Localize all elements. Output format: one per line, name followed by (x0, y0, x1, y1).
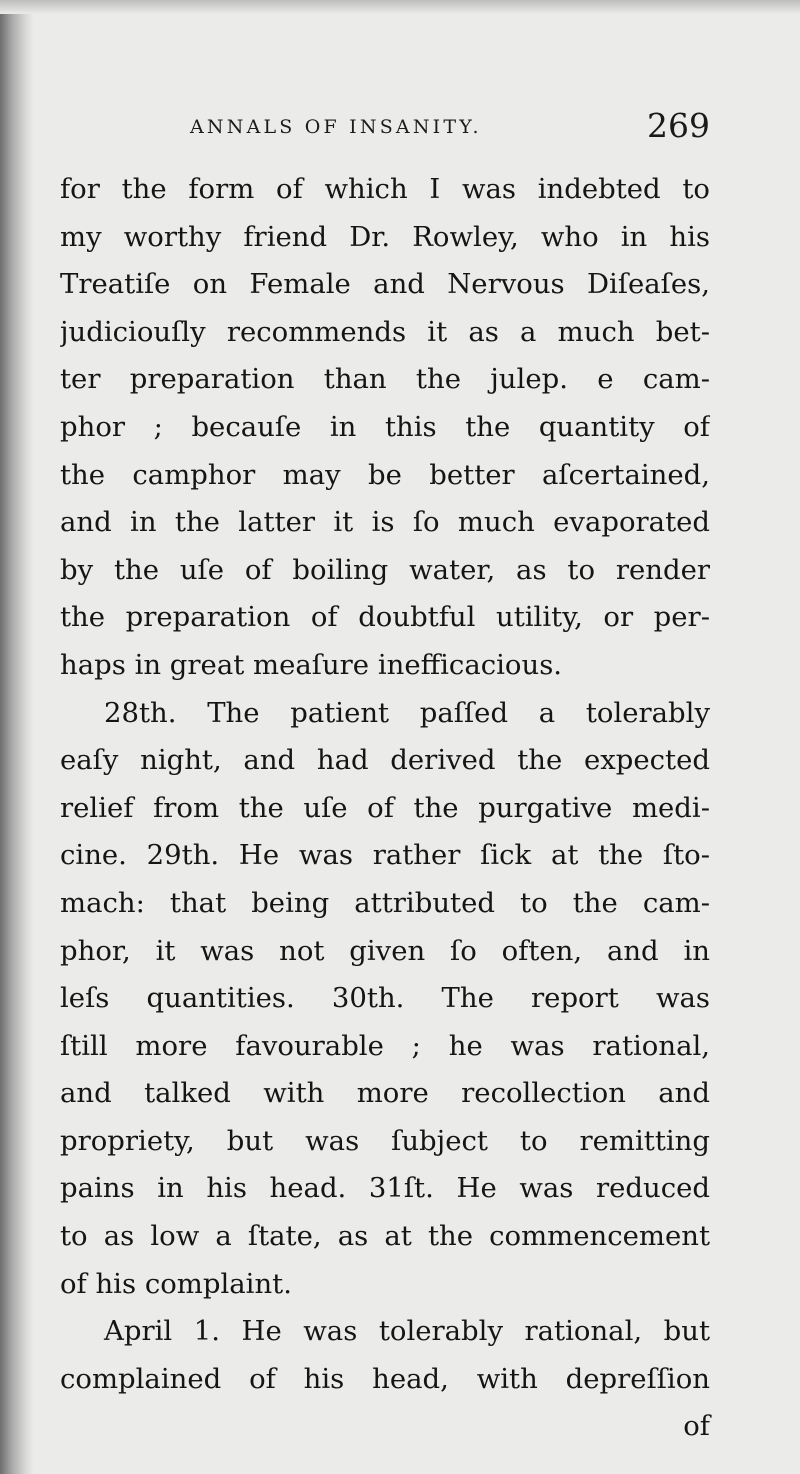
spine-shadow (0, 0, 34, 1474)
text-line: by the uſe of boiling water, as to render (60, 553, 710, 586)
text-line: relief from the uſe of the purgative medi- (60, 791, 710, 824)
text-line: complained of his head, with depreſſion (60, 1362, 710, 1395)
text-line: the camphor may be better aſcertained, (60, 458, 710, 491)
text-line: propriety, but was ſubject to remitting (60, 1124, 710, 1157)
running-head-title: ANNALS OF INSANITY. (190, 116, 482, 138)
text-line: ter preparation than the julep. e cam- (60, 363, 710, 396)
text-line: pains in his head. 31ſt. He was reduced (60, 1172, 710, 1205)
text-line: phor, it was not given ſo often, and in (60, 934, 710, 967)
body-text (60, 166, 710, 1403)
text-line: haps in great meaſure inefficacious. (60, 648, 563, 681)
text-line: April 1. He was tolerably rational, but (104, 1315, 710, 1348)
running-head (60, 108, 710, 158)
text-line: and in the latter it is ſo much evaporated (60, 506, 710, 539)
catchword: of (683, 1410, 710, 1442)
text-line: my worthy friend Dr. Rowley, who in his (60, 220, 710, 253)
text-line: eaſy night, and had derived the expected (60, 744, 710, 777)
text-line: for the form of which I was indebted to (60, 173, 710, 205)
text-line: leſs quantities. 30th. The report was (60, 982, 710, 1015)
text-line: mach: that being attributed to the cam- (60, 886, 710, 919)
text-line: Treatiſe on Female and Nervous Diſeaſes, (60, 268, 710, 301)
text-line: the preparation of doubtful utility, or per- (60, 601, 710, 634)
text-line: cine. 29th. He was rather ſick at the ſto- (60, 839, 710, 872)
text-line: of his complaint. (60, 1267, 292, 1300)
text-line: to as low a ſtate, as at the commencement (60, 1220, 710, 1253)
text-line: phor ; becauſe in this the quantity of (60, 410, 710, 443)
text-line: 28th. The patient paſſed a tolerably (104, 696, 710, 729)
top-edge-shadow (0, 0, 800, 14)
page-number: 269 (647, 106, 710, 145)
text-line: ſtill more favourable ; he was rational, (60, 1029, 710, 1062)
text-line: judiciouſly recommends it as a much bet- (60, 315, 710, 348)
text-line: and talked with more recollection and (60, 1077, 710, 1110)
